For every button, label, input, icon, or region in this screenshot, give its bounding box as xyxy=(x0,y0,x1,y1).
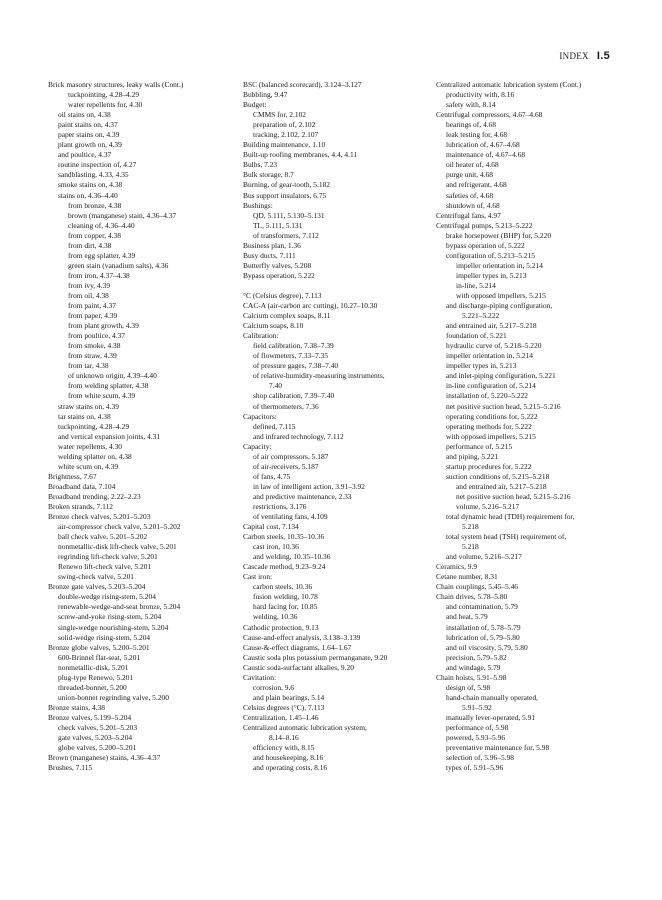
index-entry: Ceramics, 9.9 xyxy=(436,562,478,572)
index-entry: Cause-and-effect analysis, 3.138–3.139 xyxy=(243,632,361,642)
index-entry: Centralized automatic lubrication system, xyxy=(243,723,367,732)
index-subentry: routine inspection of, 4.27 xyxy=(58,160,137,170)
index-subentry: of thermometers, 7.36 xyxy=(253,401,319,411)
index-subentry: screw-and-yoke rising-stem, 5.204 xyxy=(58,612,162,622)
index-subentry: performance of, 5.215 xyxy=(446,441,513,451)
index-subentry: welding splatter on, 4.38 xyxy=(58,451,132,461)
index-subentry: impeller orientation in, 5.214 xyxy=(446,351,533,361)
index-entry: Capital cost, 7.134 xyxy=(243,522,299,532)
index-subentry: of fans, 4.75 xyxy=(253,471,291,481)
index-subentry: and entrained air, 5.217–5.218 xyxy=(456,481,547,491)
index-subentry: of flowmeters, 7.33–7.35 xyxy=(253,351,328,361)
index-subentry: brake horsepower (BHP) for, 5.220 xyxy=(446,230,552,240)
index-subentry: preventative maintenance for, 5.98 xyxy=(446,743,550,753)
index-subentry: impeller orientation in, 5.214 xyxy=(456,260,543,270)
index-entry: Butterfly valves, 5.208 xyxy=(243,260,312,270)
index-subentry: CMMS for, 2.102 xyxy=(253,110,307,120)
index-entry: Cavitation: xyxy=(243,672,277,682)
index-subentry: of air compressors, 5.187 xyxy=(253,451,329,461)
index-subentry: startup procedures for, 5.222 xyxy=(446,461,532,471)
index-subentry: and operating costs, 8.16 xyxy=(253,763,328,773)
index-subentry: tuckpointing, 4.28–4.29 xyxy=(58,421,130,431)
index-subentry: and contamination, 5.79 xyxy=(446,602,518,612)
index-subentry: cleaning of, 4.36–4.40 xyxy=(68,220,135,230)
index-subentry: and refrigerant, 4.68 xyxy=(446,180,507,190)
index-subentry: in-line configuration of, 5.214 xyxy=(446,381,536,391)
index-subentry: productivity with, 8.16 xyxy=(446,90,515,100)
index-entry: Bushings: xyxy=(243,200,273,210)
index-subentry: fusion welding, 10.78 xyxy=(253,592,318,602)
index-entry: Cast iron: xyxy=(243,572,273,582)
index-subentry: purge unit, 4.68 xyxy=(446,170,493,180)
index-subentry: hand-chain manually operated, xyxy=(446,692,538,702)
index-subentry: precision, 5.79–5.82 xyxy=(446,652,507,662)
index-entry: Cetane number, 8.31 xyxy=(436,572,498,582)
index-subentry: 5.218 xyxy=(462,522,479,532)
index-entry: Burning, of gear-tooth, 5.182 xyxy=(243,180,331,190)
page-number: I.5 xyxy=(596,50,610,62)
index-subentry: with opposed impellers, 5.215 xyxy=(456,290,546,300)
index-subentry: tuckpointing, 4.28–4.29 xyxy=(68,90,140,100)
index-entry: Bronze gate valves, 5.203–5.204 xyxy=(48,582,146,592)
index-subentry: powered, 5.93–5.96 xyxy=(446,733,506,743)
index-subentry: gate valves, 5.203–5.204 xyxy=(58,733,133,743)
index-subentry: from plant growth, 4.39 xyxy=(68,321,139,331)
index-entry: Bus support insulators, 6.75 xyxy=(243,190,327,200)
index-subentry: solid-wedge rising-stem, 5.204 xyxy=(58,632,151,642)
index-subentry: globe valves, 5.200–5.201 xyxy=(58,743,137,753)
index-subentry: bypass operation of, 5.222 xyxy=(446,240,525,250)
section-gap xyxy=(243,281,429,291)
index-subentry: and predictive maintenance, 2.33 xyxy=(253,491,352,501)
index-subentry: with opposed impellers, 5.215 xyxy=(446,431,536,441)
index-entry: Brightness, 7.67 xyxy=(48,471,97,481)
index-entry: Brick masonry structures, leaky walls (Cont.) xyxy=(48,80,184,89)
index-subentry: green stain (vanadium salts), 4.36 xyxy=(68,260,169,270)
index-subentry: oil stains on, 4.38 xyxy=(58,110,111,120)
index-subentry: installation of, 5.220–5.222 xyxy=(446,391,529,401)
index-subentry: 5.221–5.222 xyxy=(462,311,500,321)
index-entry: Bronze stains, 4.38 xyxy=(48,702,106,712)
index-subentry: defined, 7.115 xyxy=(253,421,296,431)
index-subentry: installation of, 5.78–5.79 xyxy=(446,622,521,632)
index-subentry: welding, 10.36 xyxy=(253,612,298,622)
index-subentry: of unknown origin, 4.39–4.40 xyxy=(68,371,157,381)
index-subentry: maintenance of, 4.67–4.68 xyxy=(446,150,526,160)
index-entry: Calcium soaps, 8.10 xyxy=(243,321,304,331)
index-subentry: shutdown of, 4.68 xyxy=(446,200,500,210)
index-subentry: safety with, 8.14 xyxy=(446,100,496,110)
index-entry: Bulbs, 7.23 xyxy=(243,160,278,170)
index-entry: °C (Celsius degree), 7.113 xyxy=(243,290,322,300)
index-subentry: safeties of, 4.68 xyxy=(446,190,494,200)
index-entry: Capacitors: xyxy=(243,411,277,421)
index-subentry: of pressure gages, 7.38–7.40 xyxy=(253,361,339,371)
index-subentry: total system head (TSH) requirement of, xyxy=(446,532,567,542)
index-subentry: lubrication of, 5.79–5.80 xyxy=(446,632,520,642)
index-column-2 xyxy=(243,80,429,773)
index-entry: Busy ducts, 7.111 xyxy=(243,250,296,260)
index-subentry: performance of, 5.98 xyxy=(446,723,509,732)
index-entry: BSC (balanced scorecard), 3.124–3.127 xyxy=(243,80,362,89)
index-subentry: 600-Brinnel flat-seat, 5.201 xyxy=(58,652,141,662)
index-entry: Chain drives, 5.78–5.80 xyxy=(436,592,508,602)
index-subentry: 8.14–8.16 xyxy=(269,733,299,743)
index-entry: Caustic soda plus potassium permanganate, 9.20 xyxy=(243,652,388,662)
index-entry: Bronze check valves, 5.201–5.203 xyxy=(48,512,151,522)
index-subentry: from iron, 4.37–4.38 xyxy=(68,270,130,280)
index-entry: Carbon steels, 10.35–10.36 xyxy=(243,532,325,542)
index-subentry: of air-receivers, 5.187 xyxy=(253,461,319,471)
index-subentry: from paint, 4.37 xyxy=(68,301,116,311)
index-subentry: hydraulic curve of, 5.218–5.220 xyxy=(446,341,542,351)
index-subentry: manually lever-operated, 5.91 xyxy=(446,712,536,722)
index-entry: Centrifugal compressors, 4.67–4.68 xyxy=(436,110,543,120)
index-subentry: water repellents, 4.30 xyxy=(58,441,123,451)
index-subentry: double-wedge rising-stem, 5.204 xyxy=(58,592,156,602)
index-entry: Chain hoists, 5.91–5.98 xyxy=(436,672,507,682)
index-subentry: sandblasting, 4.33, 4.35 xyxy=(58,170,129,180)
index-subentry: selection of, 5.96–5.98 xyxy=(446,753,514,763)
index-subentry: 5.91–5.92 xyxy=(462,702,492,712)
index-subentry: and welding, 10.35–10.36 xyxy=(253,552,331,562)
index-column-1 xyxy=(48,80,234,773)
index-subentry: and volume, 5.216–5.217 xyxy=(446,552,522,562)
index-subentry: net positive suction head, 5.215–5.216 xyxy=(456,491,571,501)
index-entry: Bronze valves, 5.199–5.204 xyxy=(48,712,132,722)
index-subentry: and entrained air, 5.217–5.218 xyxy=(446,321,537,331)
index-subentry: threaded-bonnet, 5.200 xyxy=(58,682,127,692)
index-subentry: configuration of, 5.213–5.215 xyxy=(446,250,536,260)
index-entry: Cause-&-effect diagrams, 1.64–1.67 xyxy=(243,642,352,652)
index-subentry: from straw, 4.39 xyxy=(68,351,117,361)
index-subentry: from smoke, 4.38 xyxy=(68,341,121,351)
index-subentry: tar stains on, 4.38 xyxy=(58,411,111,421)
index-subentry: plant growth on, 4.39 xyxy=(58,140,122,150)
index-subentry: design of, 5.98 xyxy=(446,682,491,692)
index-subentry: and discharge-piping configuration, xyxy=(446,301,553,311)
index-entry: Brown (manganese) stains, 4.36–4.37 xyxy=(48,753,161,763)
index-entry: CAC-A (air-carbon arc cutting), 10.27–10.30 xyxy=(243,301,378,311)
index-subentry: from egg splatter, 4.39 xyxy=(68,250,136,260)
index-subentry: efficiency with, 8.15 xyxy=(253,743,315,753)
index-subentry: and poultice, 4.37 xyxy=(58,150,112,160)
index-subentry: TL, 5.111, 5.131 xyxy=(253,220,303,230)
index-subentry: Renewo lift-check valve, 5.201 xyxy=(58,562,152,572)
index-subentry: of ventilating fans, 4.109 xyxy=(253,512,328,522)
index-subentry: tracking, 2.102, 2.107 xyxy=(253,130,319,140)
index-subentry: ball check valve, 5.201–5.202 xyxy=(58,532,148,542)
index-entry: Bypass operation, 5.222 xyxy=(243,270,315,280)
index-subentry: from white scum, 4.39 xyxy=(68,391,136,401)
index-entry: Capacity: xyxy=(243,441,272,451)
index-subentry: from bronze, 4.38 xyxy=(68,200,122,210)
index-subentry: in law of intelligent action, 3.91–3.92 xyxy=(253,481,365,491)
header-title: INDEX xyxy=(559,51,589,61)
index-subentry: from tar, 4.38 xyxy=(68,361,109,371)
index-subentry: regrinding lift-check valve, 5.201 xyxy=(58,552,158,562)
index-subentry: plug-type Renewo, 5.201 xyxy=(58,672,134,682)
index-subentry: water repellents for, 4.30 xyxy=(68,100,143,110)
index-subentry: hard facing for, 10.85 xyxy=(253,602,318,612)
index-subentry: paper stains on, 4.39 xyxy=(58,130,120,140)
index-subentry: from oil, 4.38 xyxy=(68,290,109,300)
index-subentry: total dynamic head (TDH) requirement for, xyxy=(446,512,575,522)
index-subentry: volume, 5.216–5.217 xyxy=(456,501,520,511)
index-subentry: single-wedge nourishing-stem, 5.204 xyxy=(58,622,169,632)
index-subentry: bearings of, 4.68 xyxy=(446,120,496,130)
index-subentry: and inlet-piping configuration, 5.221 xyxy=(446,371,556,381)
index-subentry: brown (manganese) stain, 4.36–4.37 xyxy=(68,210,177,220)
index-subentry: types of, 5.91–5.96 xyxy=(446,763,504,773)
index-subentry: swing-check valve, 5.201 xyxy=(58,572,135,582)
running-header xyxy=(559,50,610,62)
index-subentry: check valves, 5.201–5.203 xyxy=(58,723,138,732)
index-subentry: preparation of, 2.102 xyxy=(253,120,316,130)
index-subentry: QD, 5.111, 5.130–5.131 xyxy=(253,210,325,220)
index-subentry: and plain bearings, 5.14 xyxy=(253,692,325,702)
index-entry: Bulk storage, 8.7 xyxy=(243,170,294,180)
index-subentry: lubrication of, 4.67–4.68 xyxy=(446,140,520,150)
index-subentry: of relative-humidity-measuring instruments, xyxy=(253,371,385,381)
index-entry: Broadband trending, 2.22–2.23 xyxy=(48,491,141,501)
index-entry: Celsius degrees (°C), 7.113 xyxy=(243,702,325,712)
index-subentry: air-compressor check valve, 5.201–5.202 xyxy=(58,522,181,532)
index-subentry: operating conditions for, 5.222 xyxy=(446,411,538,421)
index-subentry: net positive suction head, 5.215–5.216 xyxy=(446,401,561,411)
index-subentry: suction conditions of, 5.215–5.218 xyxy=(446,471,550,481)
index-entry: Chain couplings, 5.45–5.46 xyxy=(436,582,519,592)
index-subentry: white scum on, 4.39 xyxy=(58,461,119,471)
index-subentry: straw stains on, 4.39 xyxy=(58,401,119,411)
index-entry: Business plan, 1.36 xyxy=(243,240,301,250)
index-subentry: of transformers, 7.112 xyxy=(253,230,319,240)
index-subentry: from dirt, 4.38 xyxy=(68,240,112,250)
index-subentry: paint stains on, 4.37 xyxy=(58,120,118,130)
index-subentry: union-bonnet regrinding valve, 5.200 xyxy=(58,692,169,702)
index-subentry: leak testing for, 4.68 xyxy=(446,130,508,140)
index-subentry: from copper, 4.38 xyxy=(68,230,121,240)
index-subentry: stains on, 4.36–4.40 xyxy=(58,190,118,200)
index-subentry: 5.218 xyxy=(462,542,479,552)
index-entry: Centralized automatic lubrication system (Cont.) xyxy=(436,80,582,89)
index-subentry: in-line, 5.214 xyxy=(456,280,496,290)
index-subentry: foundation of, 5.221 xyxy=(446,331,507,341)
index-subentry: cast iron, 10.36 xyxy=(253,542,299,552)
index-entry: Broadband data, 7.104 xyxy=(48,481,116,491)
index-subentry: from poultice, 4.37 xyxy=(68,331,126,341)
index-subentry: from ivy, 4.39 xyxy=(68,280,111,290)
index-subentry: shop calibration, 7.39–7.40 xyxy=(253,391,335,401)
index-entry: Calcium complex soaps, 8.11 xyxy=(243,311,331,321)
index-subentry: operating methods for, 5.222 xyxy=(446,421,532,431)
index-subentry: and heat, 5.79 xyxy=(446,612,488,622)
index-entry: Building maintenance, 1.10 xyxy=(243,140,326,150)
index-entry: Calibration: xyxy=(243,331,279,341)
index-subentry: impeller types in, 5.213 xyxy=(446,361,517,371)
index-subentry: from welding splatter, 4.38 xyxy=(68,381,149,391)
index-entry: Built-up roofing membranes, 4.4, 4.11 xyxy=(243,150,358,160)
index-entry: Centralization, 1.45–1.46 xyxy=(243,712,319,722)
index-column-3 xyxy=(436,80,622,773)
index-subentry: nonmetallic-disk, 5.201 xyxy=(58,662,129,672)
index-subentry: from paper, 4.39 xyxy=(68,311,118,321)
index-entry: Bubbling, 9.47 xyxy=(243,90,288,100)
index-entry: Centrifugal fans, 4.97 xyxy=(436,210,501,220)
index-subentry: field calibration, 7.38–7.39 xyxy=(253,341,334,351)
index-subentry: and vertical expansion joints, 4.31 xyxy=(58,431,161,441)
index-subentry: 7.40 xyxy=(269,381,283,391)
index-entry: Bronze globe valves, 5.200–5.201 xyxy=(48,642,150,652)
index-subentry: oil heater of, 4.68 xyxy=(446,160,499,170)
index-subentry: and windage, 5.79 xyxy=(446,662,501,672)
index-subentry: smoke stains on, 4.38 xyxy=(58,180,123,190)
index-subentry: impeller types in, 5.213 xyxy=(456,270,527,280)
index-entry: Cathodic protection, 9.13 xyxy=(243,622,319,632)
index-subentry: and oil viscosity, 5.79, 5.80 xyxy=(446,642,528,652)
index-subentry: restrictions, 3.176 xyxy=(253,501,307,511)
index-entry: Centrifugal pumps, 5.213–5.222 xyxy=(436,220,533,230)
index-entry: Broken strands, 7.112 xyxy=(48,501,114,511)
index-entry: Budget: xyxy=(243,100,267,110)
index-subentry: nonmetallic-disk lift-check valve, 5.201 xyxy=(58,542,177,552)
index-subentry: and infrared technology, 7.112 xyxy=(253,431,344,441)
index-subentry: renewable-wedge-and-seat bronze, 5.204 xyxy=(58,602,181,612)
index-entry: Cascade method, 9.23–9.24 xyxy=(243,562,326,572)
index-entry: Caustic soda-surfactant alkalies, 9.20 xyxy=(243,662,354,672)
index-subentry: corrosion, 9.6 xyxy=(253,682,295,692)
index-entry: Brushes, 7.115 xyxy=(48,763,93,773)
index-subentry: and housekeeping, 8.16 xyxy=(253,753,324,763)
index-subentry: carbon steels, 10.36 xyxy=(253,582,313,592)
index-subentry: and piping, 5.221 xyxy=(446,451,499,461)
